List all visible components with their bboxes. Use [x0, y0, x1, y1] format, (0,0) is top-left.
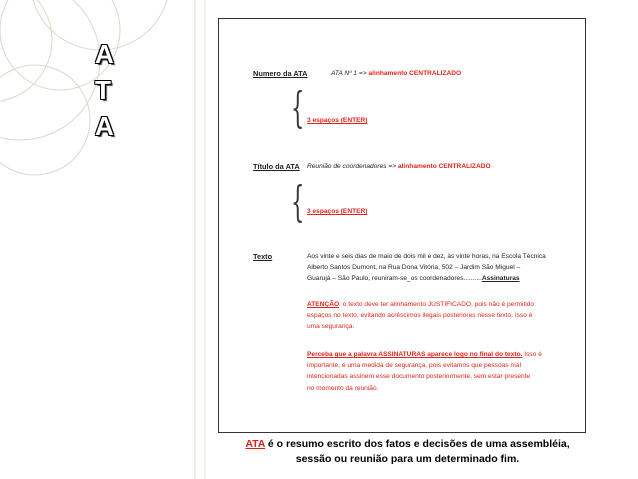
document-page — [218, 18, 586, 433]
attention-label: ATENÇÃO — [307, 301, 340, 308]
vertical-title — [95, 36, 125, 144]
spacer-note-1: 3 espaços (ENTER) — [307, 117, 368, 124]
text-label: Texto — [253, 252, 273, 261]
ata-number-label: Numero da ATA — [253, 69, 308, 78]
caption: ATA é o resumo escrito dos fatos e decisões de uma assembléia, sessão ou reunião para um determinado fim. — [245, 438, 570, 465]
text-body: Aos vinte e seis dias de maio de dois mil e dez, às vinte horas, na Escola Técnica Alberto Santos Dumont, na Rua Dona Vitória, 502 – Jardim São Miguel – Guarujá – São Paulo, reuniram-se_os coordenadores..........Assinaturas — [307, 253, 546, 283]
ata-number-note: alinhamento CENTRALIZADO — [368, 70, 462, 77]
attention-paragraph: ATENÇÃO: o texto deve ter alinhamento JUSTIFICADO, pois não é permitido espaços no texto, evitando acréscimos ilegais posteriores nesse texto. Isso é uma segurança. — [307, 301, 535, 331]
ata-title-value: Reunião de coordenadores => alinhamento CENTRALIZADO — [307, 163, 491, 170]
perceba-paragraph: Perceba que a palavra ASSINATURAS aparece logo no final do texto. Isso é importante, é uma medida de segurança, pois evitamos que pessoas mal intencionadas assinem esse documento posteriormente, sem estar presente no momento da reunião. — [307, 351, 542, 392]
spacer-note-2: 3 espaços (ENTER) — [307, 208, 368, 215]
ata-title-note: alinhamento CENTRALIZADO — [397, 163, 491, 170]
brace-1: { — [291, 83, 305, 132]
brace-2: { — [291, 177, 305, 226]
title-letter-2: T — [95, 75, 111, 105]
title-letter-1: A — [95, 39, 114, 69]
ata-number-value: ATA Nº 1 => alinhamento CENTRALIZADO — [331, 70, 462, 77]
signature-word: Assinaturas — [481, 275, 520, 283]
caption-keyword: ATA — [245, 438, 265, 450]
ata-title-label: Título da ATA — [253, 162, 300, 171]
title-letter-3: A — [95, 111, 114, 141]
